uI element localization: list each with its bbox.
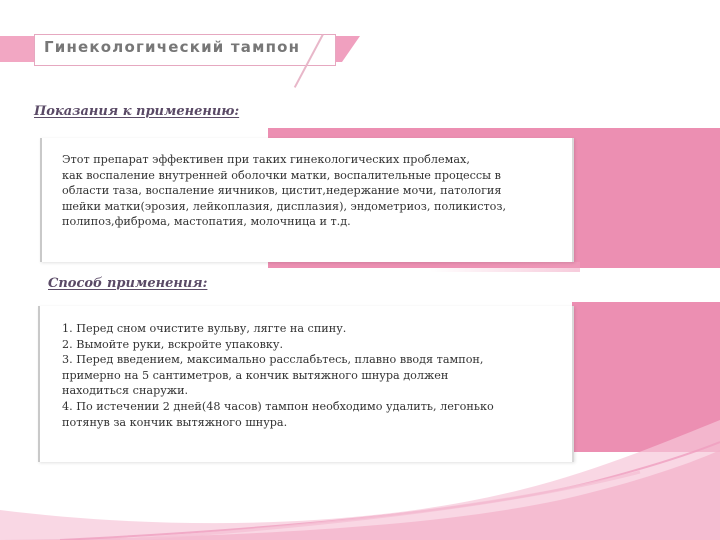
indications-heading: Показания к применению:	[34, 104, 240, 119]
page-title: Гинекологический тампон	[44, 38, 301, 56]
pink-fade-1	[430, 262, 580, 272]
usage-heading: Способ применения:	[48, 276, 208, 291]
indications-text: Этот препарат эффективен при таких гинекологических проблемах, как воспаление внутренней оболочки матки, воспалительные процессы в области таза, воспаление яичников, цистит,недержание мочи, патология шейки матки(эрозия, лейкоплазия, дисплазия), эндометриоз, поликистоз, полипоз,фиброма, мастопатия, молочница и т.д.	[62, 153, 507, 229]
usage-text: 1. Перед сном очистите вульву, лягте на спину. 2. Вымойте руки, вскройте упаковку. 3. Перед введением, максимально расслабьтесь, плавно вводя тампон, примерно на 5 сантиметров, а кончик вытяжного шнура должен находиться снаружи. 4. По истечении 2 дней(48 часов) тампон необходимо удалить, легонько потянув за кончик вытяжного шнура.	[62, 322, 494, 429]
decorative-waves	[0, 380, 720, 540]
